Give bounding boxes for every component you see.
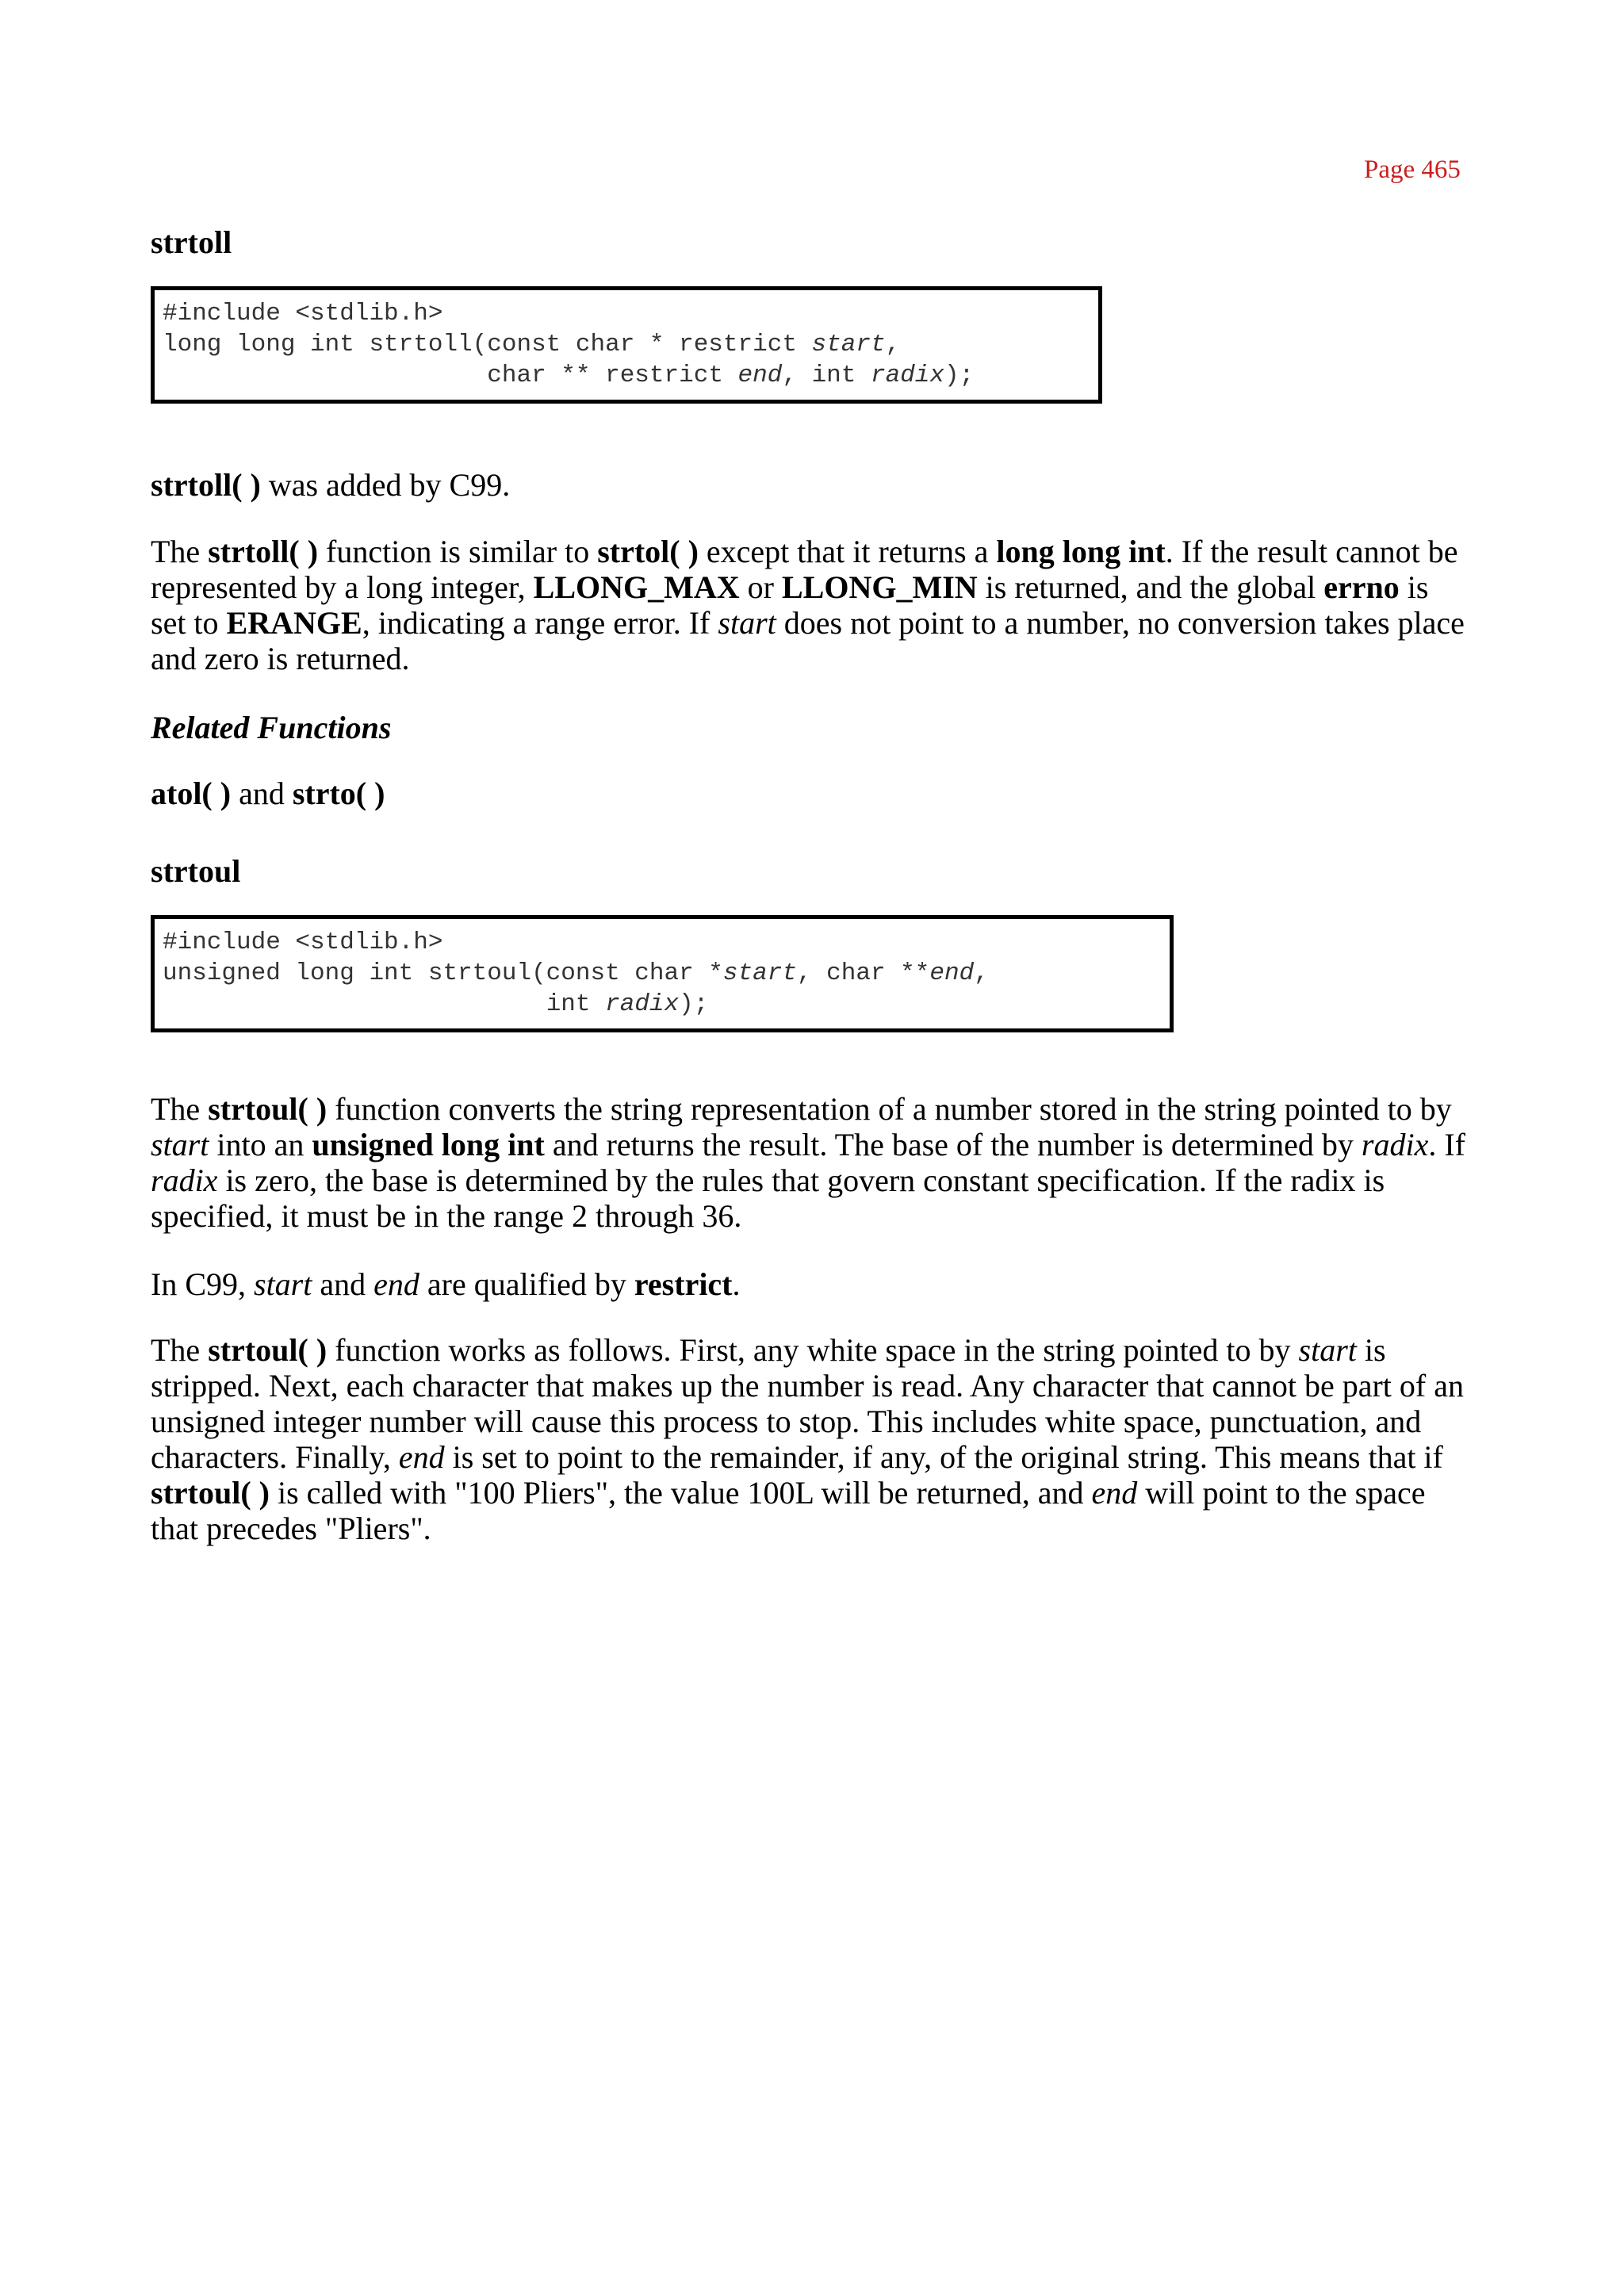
code-line: int radix); [546,990,709,1018]
strtoll-description: The strtoll( ) function is similar to strtol( ) except that it returns a long long int. If the result cannot be represented by a long integer, LLONG_MAX or LLONG_MIN is returned, and the global errno is set to ERANGE, indicating a range error. If start does not point to a number, no conversion takes place and zero is returned. [151,534,1465,676]
strtoul-operation-description: The strtoul( ) function works as follows. First, any white space in the string pointed to by start is stripped. Next, each character that makes up the number is read. Any character that cannot be part of an unsigned integer number will cause this process to stop. This includes white space, punctuation, and characters. Finally, end is set to point to the remainder, if any, of the original string. This means that if strtoul( ) is called with "100 Pliers", the value 100L will be returned, and end will point to the space that precedes "Pliers". [151,1332,1464,1546]
code-line: char ** restrict end, int radix); [487,362,975,389]
strtoll-code-block [151,286,1102,404]
strtoul-heading: strtoul [151,853,241,889]
related-functions-list: atol( ) and strto( ) [151,776,385,811]
strtoll-heading: strtoll [151,224,232,260]
page-number: Page 465 [1364,155,1461,184]
strtoll-added-note: strtoll( ) was added by C99. [151,467,511,503]
related-functions-heading: Related Functions [151,710,392,745]
code-line: #include <stdlib.h> [163,300,443,327]
code-line: unsigned long int strtoul(const char *start, char **end, [163,959,989,987]
code-line: #include <stdlib.h> [163,929,443,956]
strtoul-description: The strtoul( ) function converts the string representation of a number stored in the string pointed to by start into an unsigned long int and returns the result. The base of the number is determined by radix. If radix is zero, the base is determined by the rules that govern constant specification. If the radix is specified, it must be in the range 2 through 36. [151,1091,1465,1234]
strtoul-code-block [151,915,1174,1032]
code-line: long long int strtoll(const char * restrict start, [163,331,901,358]
strtoul-restrict-note: In C99, start and end are qualified by restrict. [151,1266,741,1302]
